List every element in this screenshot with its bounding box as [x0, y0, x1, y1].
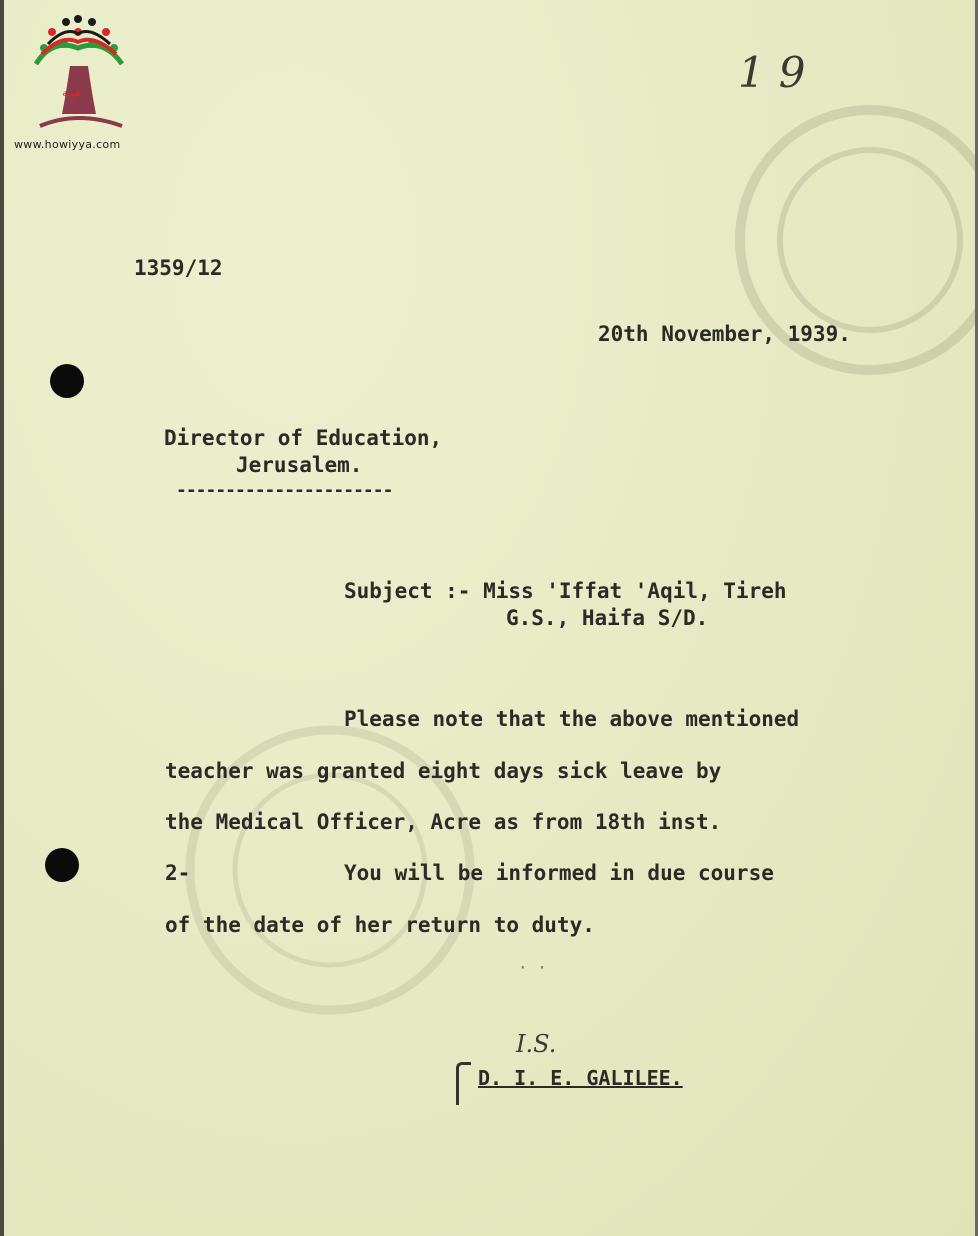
howiyya-logo[interactable]: [14, 14, 138, 151]
body-line-5: of the date of her return to duty.: [165, 913, 595, 937]
punch-hole-bottom: [45, 848, 79, 882]
paragraph-number: 2-: [165, 861, 191, 885]
body-line-4: You will be informed in due course: [344, 861, 774, 885]
signature-initials: I.S.: [516, 1030, 557, 1058]
body-line-3: the Medical Officer, Acre as from 18th inst.: [165, 810, 722, 834]
body-line-2: teacher was granted eight days sick leave by: [165, 759, 722, 783]
logo-url-text[interactable]: www.howiyya.com: [14, 138, 121, 151]
body-line-1: Please note that the above mentioned: [344, 707, 800, 731]
reference-number: 1359/12: [134, 256, 223, 280]
scan-edge-left: [0, 0, 4, 1236]
addressee-title: Director of Education,: [164, 426, 443, 450]
signature-stroke: [456, 1062, 471, 1105]
punch-hole-top: [50, 364, 84, 398]
svg-text:هوية: هوية: [62, 88, 81, 99]
addressee-rule: ----------------------: [176, 480, 393, 501]
family-tree-logo-icon: [22, 14, 132, 140]
addressee-city: Jerusalem.: [236, 453, 363, 477]
subject-line-1: Subject :- Miss 'Iffat 'Aqil, Tireh: [344, 579, 787, 603]
subject-line-2: G.S., Haifa S/D.: [506, 606, 709, 630]
signatory-title: D. I. E. GALILEE.: [478, 1066, 683, 1090]
folio-number: 19: [738, 48, 820, 97]
ink-speck: · ·: [518, 958, 547, 977]
letter-date: 20th November, 1939.: [598, 322, 851, 346]
